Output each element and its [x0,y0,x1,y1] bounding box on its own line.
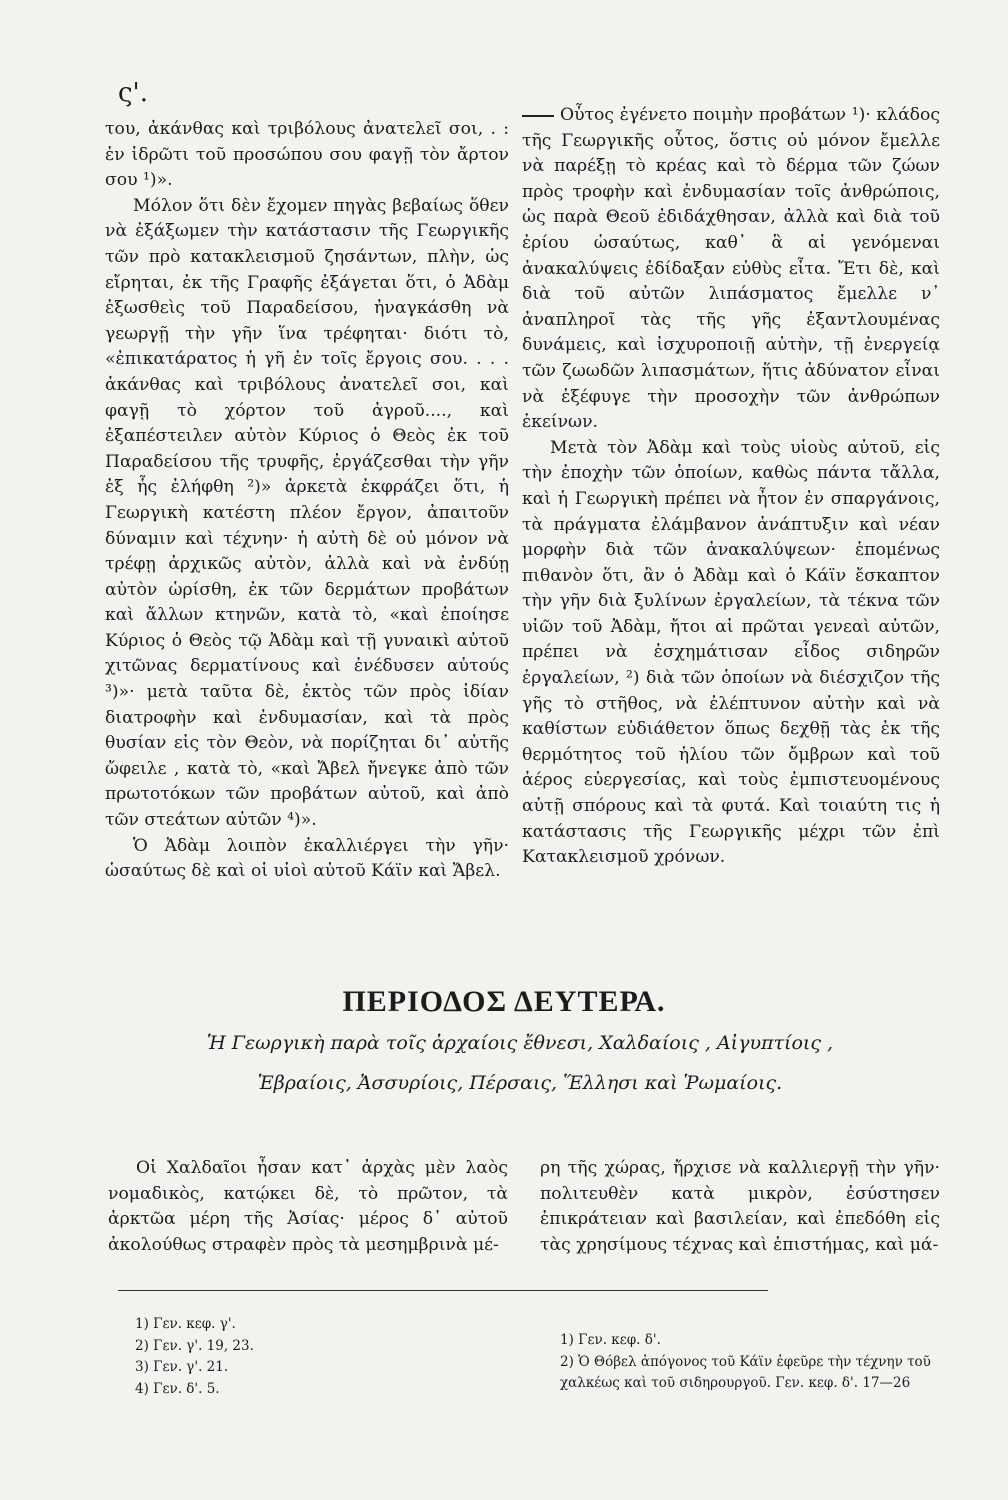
page-number: ς'. [118,78,148,108]
footnotes-left [135,1314,435,1400]
footnote-left-3: 3) Γεν. γ'. 21. [135,1359,229,1375]
footnote-right-1: 1) Γεν. κεφ. δ'. [560,1332,661,1348]
left-paragraph-3: Ὁ Ἀδὰμ λοιπὸν ἐκαλλιέργει τὴν γῆν· ὡσαύτως δὲ καὶ οἱ υἱοὶ αὐτοῦ Κάϊν καὶ Ἄβελ. [105,835,509,882]
right-paragraph-1-text: Οὗτος ἐγένετο ποιμὴν προβάτων ¹)· κλάδος τῆς Γεωργικῆς οὗτος, ὅστις οὐ μόνον ἔμελλε νὰ παρέξῃ τὸ κρέας καὶ τὸ δέρμα τῶν ζώων πρὸς τροφὴν καὶ ἐνδυμασίαν τοῖς ἀνθρώποις, ὡς παρὰ Θεοῦ ἐδιδάχθησαν, ἀλλὰ καὶ διὰ τοῦ ἐρίου ὡσαύτως, καθ᾽ ἃ αἱ γενόμεναι ἀνακαλύψεις ἐδίδαξαν εὐθὺς εἶτα. Ἔτι δὲ, καὶ διὰ τοῦ αὐτῶν λιπάσματος ἔμελλε ν᾽ ἀναπληροῖ τὰς τῆς γῆς ἐξαντλουμένας δυνάμεις, καὶ ἰσχυροποιῇ αὐτὴν, τῇ ἐνεργείᾳ τῶν ζωωδῶν λιπασμάτων, ἥτις ἀδύνατον εἶναι νὰ ἐξέφυγε τὴν προσοχὴν τῶν ἀνθρώπων ἐκείνων. [522,105,940,433]
footnote-divider [118,1290,768,1291]
bottom-left-paragraph: Οἱ Χαλδαῖοι ἦσαν κατ᾽ ἀρχὰς μὲν λαὸς νομαδικὸς, κατῴκει δὲ, τὸ πρῶτον, τὰ ἀρκτῶα μέρη τῆς Ἀσίας· μέρος δ᾽ αὐτοῦ ἀκολούθως στραφὲν πρὸς τὰ μεσημβρινὰ μέ- [108,1158,508,1255]
bottom-right-paragraph: ρη τῆς χώρας, ἤρχισε νὰ καλλιεργῇ τὴν γῆν· πολιτευθὲν κατὰ μικρὸν, ἐσύστησεν ἐπικράτειαν καὶ βασιλείαν, καὶ ἐπεδόθη εἰς τὰς χρησίμους τέχνας καὶ ἐπιστήμας, καὶ μά- [540,1158,940,1255]
lead-dash [522,115,554,117]
right-column [522,103,940,871]
bottom-right-column [540,1156,940,1258]
right-paragraph-1 [522,103,940,436]
left-paragraph-1: του, ἀκάνθας καὶ τριβόλους ἀνατελεῖ σοι, . : ἐν ἱδρῶτι τοῦ προσώπου σου φαγῇ τὸν ἄρτον σου ¹)». [105,119,509,191]
footnote-left-4: 4) Γεν. δ'. 5. [135,1380,220,1397]
section-subtitle-line-1: Ἡ Γεωργικὴ παρὰ τοῖς ἀρχαίοις ἔθνεσι, Χαλδαίοις , Αἰγυπτίοις , [206,1032,834,1054]
footnotes-right [560,1330,960,1395]
footnote-left-2: 2) Γεν. γ'. 19, 23. [135,1337,254,1354]
footnote-right-2: 2) Ὁ Θόβελ ἀπόγονος τοῦ Κάϊν ἐφεῦρε τὴν τέχνην τοῦ χαλκέως καὶ τοῦ σιδηρουργοῦ. Γεν. κεφ. δ'. 17—26 [560,1353,931,1391]
section-subtitle-line-2: Ἑβραίοις, Ἀσσυρίοις, Πέρσαις, Ἕλλησι καὶ Ῥωμαίοις. [257,1072,783,1094]
bottom-left-column [108,1156,508,1258]
left-column [105,117,509,885]
right-paragraph-2: Μετὰ τὸν Ἀδὰμ καὶ τοὺς υἱοὺς αὐτοῦ, εἰς τὴν ἐποχὴν τῶν ὁποίων, καθὼς πάντα τἄλλα, καὶ ἡ Γεωργικὴ πρέπει νὰ ἦτον ἐν σπαργάνοις, τὰ πράγματα ἐλάμβανον ἀνάπτυξιν καὶ νέαν μορφὴν διὰ τῶν ἀνακαλύψεων· ἑπομένως πιθανὸν ὅτι, ἂν ὁ Ἀδὰμ καὶ ὁ Κάϊν ἔσκαπτον τὴν γῆν διὰ ξυλίνων ἐργαλείων, τὰ τέκνα τῶν υἱῶν τοῦ Ἀδὰμ, ἤτοι αἱ πρῶται γενεαὶ αὐτῶν, πρέπει νὰ ἐσχημάτισαν εἶδος σιδηρῶν ἐργαλείων, ²) διὰ τῶν ὁποίων νὰ διέσχιζον τῆς γῆς τὸ στῆθος, νὰ ἐλέπτυνον αὐτὴν καὶ νὰ καθίστων εὐδιάθετον ὅπως δεχθῇ τὰς ἐκ τῆς θερμότητος τοῦ ἡλίου τῶν ὄμβρων καὶ τοῦ ἀέρος εὐεργεσίας, καὶ τοὺς ἐμπιστευομένους αὐτῇ σπόρους καὶ τὰ φυτά. Καὶ τοιαύτη τις ἡ κατάστασις τῆς Γεωργικῆς μέχρι τῶν ἐπὶ Κατακλεισμοῦ χρόνων. [522,437,940,868]
footnote-left-1: 1) Γεν. κεφ. γ'. [135,1316,236,1332]
section-heading: ΠΕΡΙΟΔΟΣ ΔΕΥΤΕΡΑ. [342,985,666,1018]
left-paragraph-2: Μόλον ὅτι δὲν ἔχομεν πηγὰς βεβαίως ὅθεν νὰ ἐξάξωμεν τὴν κατάστασιν τῆς Γεωργικῆς τῶν πρὸ κατακλεισμοῦ ζησάντων, πλὴν, ὡς εἴρηται, ἐκ τῆς Γραφῆς ἐξάγεται ὅτι, ὁ Ἀδὰμ ἐξωσθεὶς τοῦ Παραδείσου, ἠναγκάσθη νὰ γεωργῇ τὴν γῆν ἵνα τρέφηται· διότι τὸ, «ἐπικατάρατος ἡ γῆ ἐν τοῖς ἔργοις σου. . . . ἀκάνθας καὶ τριβόλους ἀνατελεῖ σοι, καὶ φαγῇ τὸ χόρτον τοῦ ἀγροῦ...., καὶ ἐξαπέστειλεν αὐτὸν Κύριος ὁ Θεὸς ἐκ τοῦ Παραδείσου τῆς τρυφῆς, ἐργάζεσθαι τὴν γῆν ἐξ ἧς ἐλήφθη ²)» ἀρκετὰ ἐκφράζει ὅτι, ἡ Γεωργικὴ κατέστη πλέον ἔργον, ἀπαιτοῦν δύναμιν καὶ τέχνην· ἡ αὐτὴ δὲ οὐ μόνον νὰ τρέφῃ ἀρχικῶς αὐτὸν, ἀλλὰ καὶ νὰ ἐνδύῃ αὐτὸν ὡρίσθη, ἐκ τῶν δερμάτων προβάτων καὶ ἄλλων κτηνῶν, κατὰ τὸ, «καὶ ἐποίησε Κύριος ὁ Θεὸς τῷ Ἀδὰμ καὶ τῇ γυναικὶ αὐτοῦ χιτῶνας δερματίνους καὶ ἐνέδυσεν αὐτούς ³)»· μετὰ ταῦτα δὲ, ἐκτὸς τῶν πρὸς ἰδίαν διατροφὴν καὶ ἐνδυμασίαν, καὶ τὰ πρὸς θυσίαν εἰς τὸν Θεὸν, νὰ πορίζηται δι᾽ αὐτῆς ὤφειλε , κατὰ τὸ, «καὶ Ἄβελ ἤνεγκε ἀπὸ τῶν πρωτοτόκων τῶν προβάτων αὐτοῦ, καὶ ἀπὸ τῶν στεάτων αὐτῶν ⁴)». [105,195,509,831]
